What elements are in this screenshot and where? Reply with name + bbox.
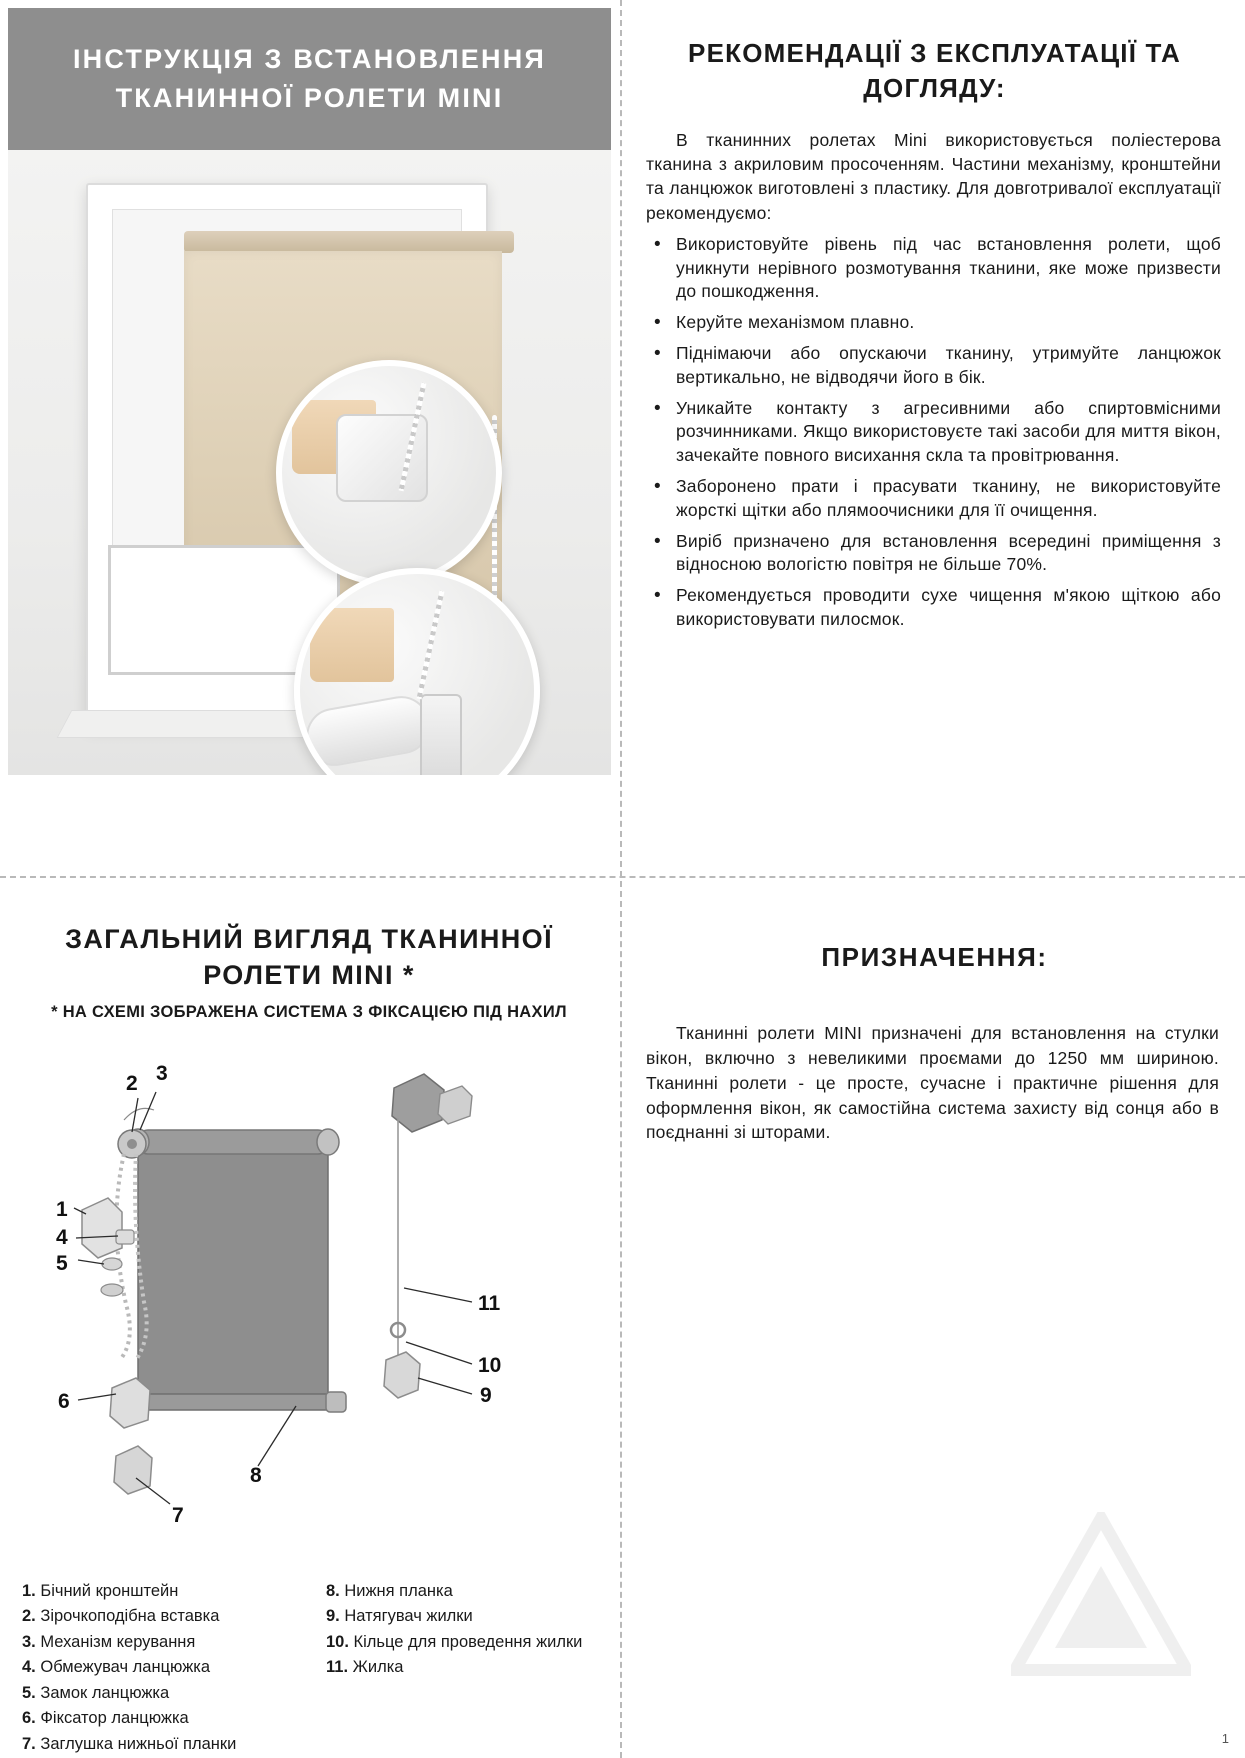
- legend-item: [22, 1656, 298, 1679]
- overview-section: [0, 880, 618, 1758]
- legend-item: [326, 1631, 602, 1654]
- recommendations-section: [624, 0, 1245, 874]
- purpose-title: ПРИЗНАЧЕННЯ:: [821, 942, 1048, 972]
- list-item: • Використовуйте рівень під час встановлення ролети, щоб уникнути нерівного розмотування тканини, яке може призвести до пошкодження.: [646, 233, 1221, 304]
- legend-item: [22, 1707, 298, 1730]
- callout-11: 11: [478, 1292, 501, 1315]
- list-item: • Уникайте контакту з агресивними або спиртовмісними розчинниками. Якщо використовуєте такі засоби для миття вікон, зачекайте повного висихання скла та провітрювання.: [646, 397, 1221, 468]
- legend-text: Механізм керування: [40, 1632, 196, 1651]
- watermark-triangle-icon: [1011, 1512, 1191, 1702]
- inset-fabric-roll-2: [310, 608, 394, 682]
- legend-num: 7.: [22, 1734, 36, 1753]
- legend-num: 8.: [326, 1582, 340, 1600]
- overview-title: ЗАГАЛЬНИЙ ВИГЛЯД ТКАНИННОЇ РОЛЕТИ MINI *: [65, 924, 553, 990]
- legend-num: 9.: [326, 1607, 340, 1626]
- legend-text: Замок ланцюжка: [40, 1683, 170, 1702]
- legend-column-right: [326, 1580, 602, 1758]
- list-item: • Рекомендується проводити сухе чищення м'якою щіткою або використовувати пилосмок.: [646, 584, 1221, 632]
- legend-num: 5.: [22, 1683, 36, 1702]
- page-number: 1: [1221, 1731, 1229, 1746]
- legend-text: Обмежувач ланцюжка: [40, 1658, 211, 1677]
- legend-text: Бічний кронштейн: [40, 1582, 179, 1600]
- recommendations-list: [646, 233, 1221, 632]
- legend-column-left: [22, 1580, 298, 1758]
- callout-6: 6: [58, 1390, 70, 1413]
- legend-num: 11.: [326, 1658, 349, 1677]
- legend-text: Жилка: [352, 1658, 404, 1677]
- legend-num: 10.: [326, 1632, 349, 1651]
- legend-item: [22, 1682, 298, 1705]
- blind-top-bar: [184, 231, 514, 253]
- callout-4: 4: [56, 1226, 68, 1249]
- legend-item: [22, 1580, 298, 1603]
- callout-5: 5: [56, 1252, 68, 1275]
- purpose-section: [624, 880, 1245, 1758]
- list-item: • Керуйте механізмом плавно.: [646, 311, 1221, 335]
- legend-item: [326, 1605, 602, 1628]
- legend-item: [22, 1733, 298, 1756]
- legend-num: 2.: [22, 1607, 36, 1626]
- list-item: • Виріб призначено для встановлення всередині приміщення з відносною вологістю повітря не більше 70%.: [646, 530, 1221, 578]
- recommendations-title: РЕКОМЕНДАЦІЇ З ЕКСПЛУАТАЦІЇ ТА ДОГЛЯДУ:: [688, 38, 1181, 104]
- legend-num: 1.: [22, 1582, 36, 1600]
- legend-item: [22, 1605, 298, 1628]
- installation-title: ІНСТРУКЦІЯ З ВСТАНОВЛЕННЯ ТКАНИННОЇ РОЛЕТИ MINI: [72, 43, 547, 113]
- callout-9: 9: [480, 1384, 492, 1407]
- legend-text: Фіксатор ланцюжка: [40, 1709, 189, 1728]
- horizontal-divider: [0, 876, 1245, 878]
- legend-item: [22, 1631, 298, 1654]
- legend-text: Заглушка нижньої планки: [40, 1734, 237, 1753]
- legend-item: [326, 1580, 602, 1603]
- inset-bottom-bar: [302, 692, 434, 771]
- purpose-body: Тканинні ролети MINI призначені для встановлення на стулки вікон, включно з невеликими проємами до 1250 мм шириною. Тканинні ролети - це просте, сучасне і практичне рішення для оформлення вікон, як самостійна система захисту від сонця або в поєднанні зі шторами.: [646, 1023, 1219, 1143]
- overview-subtitle: * НА СХЕМІ ЗОБРАЖЕНА СИСТЕМА З ФІКСАЦІЄЮ ПІД НАХИЛ: [51, 1003, 567, 1022]
- callout-8: 8: [250, 1464, 262, 1487]
- callout-10: 10: [478, 1354, 502, 1377]
- callout-7: 7: [172, 1504, 184, 1527]
- detail-inset-bracket: [276, 360, 502, 586]
- recommendations-intro: В тканинних ролетах Mini використовується поліестерова тканина з акриловим просоченням. Частини механізму, кронштейни та ланцюжок виготовлені з пластику. Для довготривалої експлуатації рекомендуємо:: [646, 130, 1221, 223]
- legend-text: Натягувач жилки: [344, 1607, 473, 1626]
- list-item: • Піднімаючи або опускаючи тканину, утримуйте ланцюжок вертикально, не відводячи його в бік.: [646, 342, 1221, 390]
- exploded-diagram: [20, 1058, 600, 1568]
- legend-num: 6.: [22, 1709, 36, 1728]
- callout-2: 2: [126, 1072, 138, 1095]
- legend-text: Кільце для проведення жилки: [353, 1632, 583, 1651]
- callout-3: 3: [156, 1062, 168, 1085]
- inset-chain-2: [417, 591, 445, 700]
- legend-text: Зірочкоподібна вставка: [40, 1607, 220, 1626]
- legend-text: Нижня планка: [344, 1582, 453, 1600]
- installation-section: [0, 0, 618, 874]
- inset-chain-lock: [420, 694, 462, 775]
- list-item: • Заборонено прати і прасувати тканину, не використовуйте жорсткі щітки або плямоочисники для її очищення.: [646, 475, 1221, 523]
- installation-banner: [8, 8, 611, 150]
- legend-num: 3.: [22, 1632, 36, 1651]
- installation-photo: [8, 150, 611, 775]
- parts-legend: [22, 1580, 602, 1758]
- vertical-divider: [620, 0, 622, 1758]
- legend-num: 4.: [22, 1658, 36, 1677]
- legend-item: [326, 1656, 602, 1679]
- callout-1: 1: [56, 1198, 68, 1221]
